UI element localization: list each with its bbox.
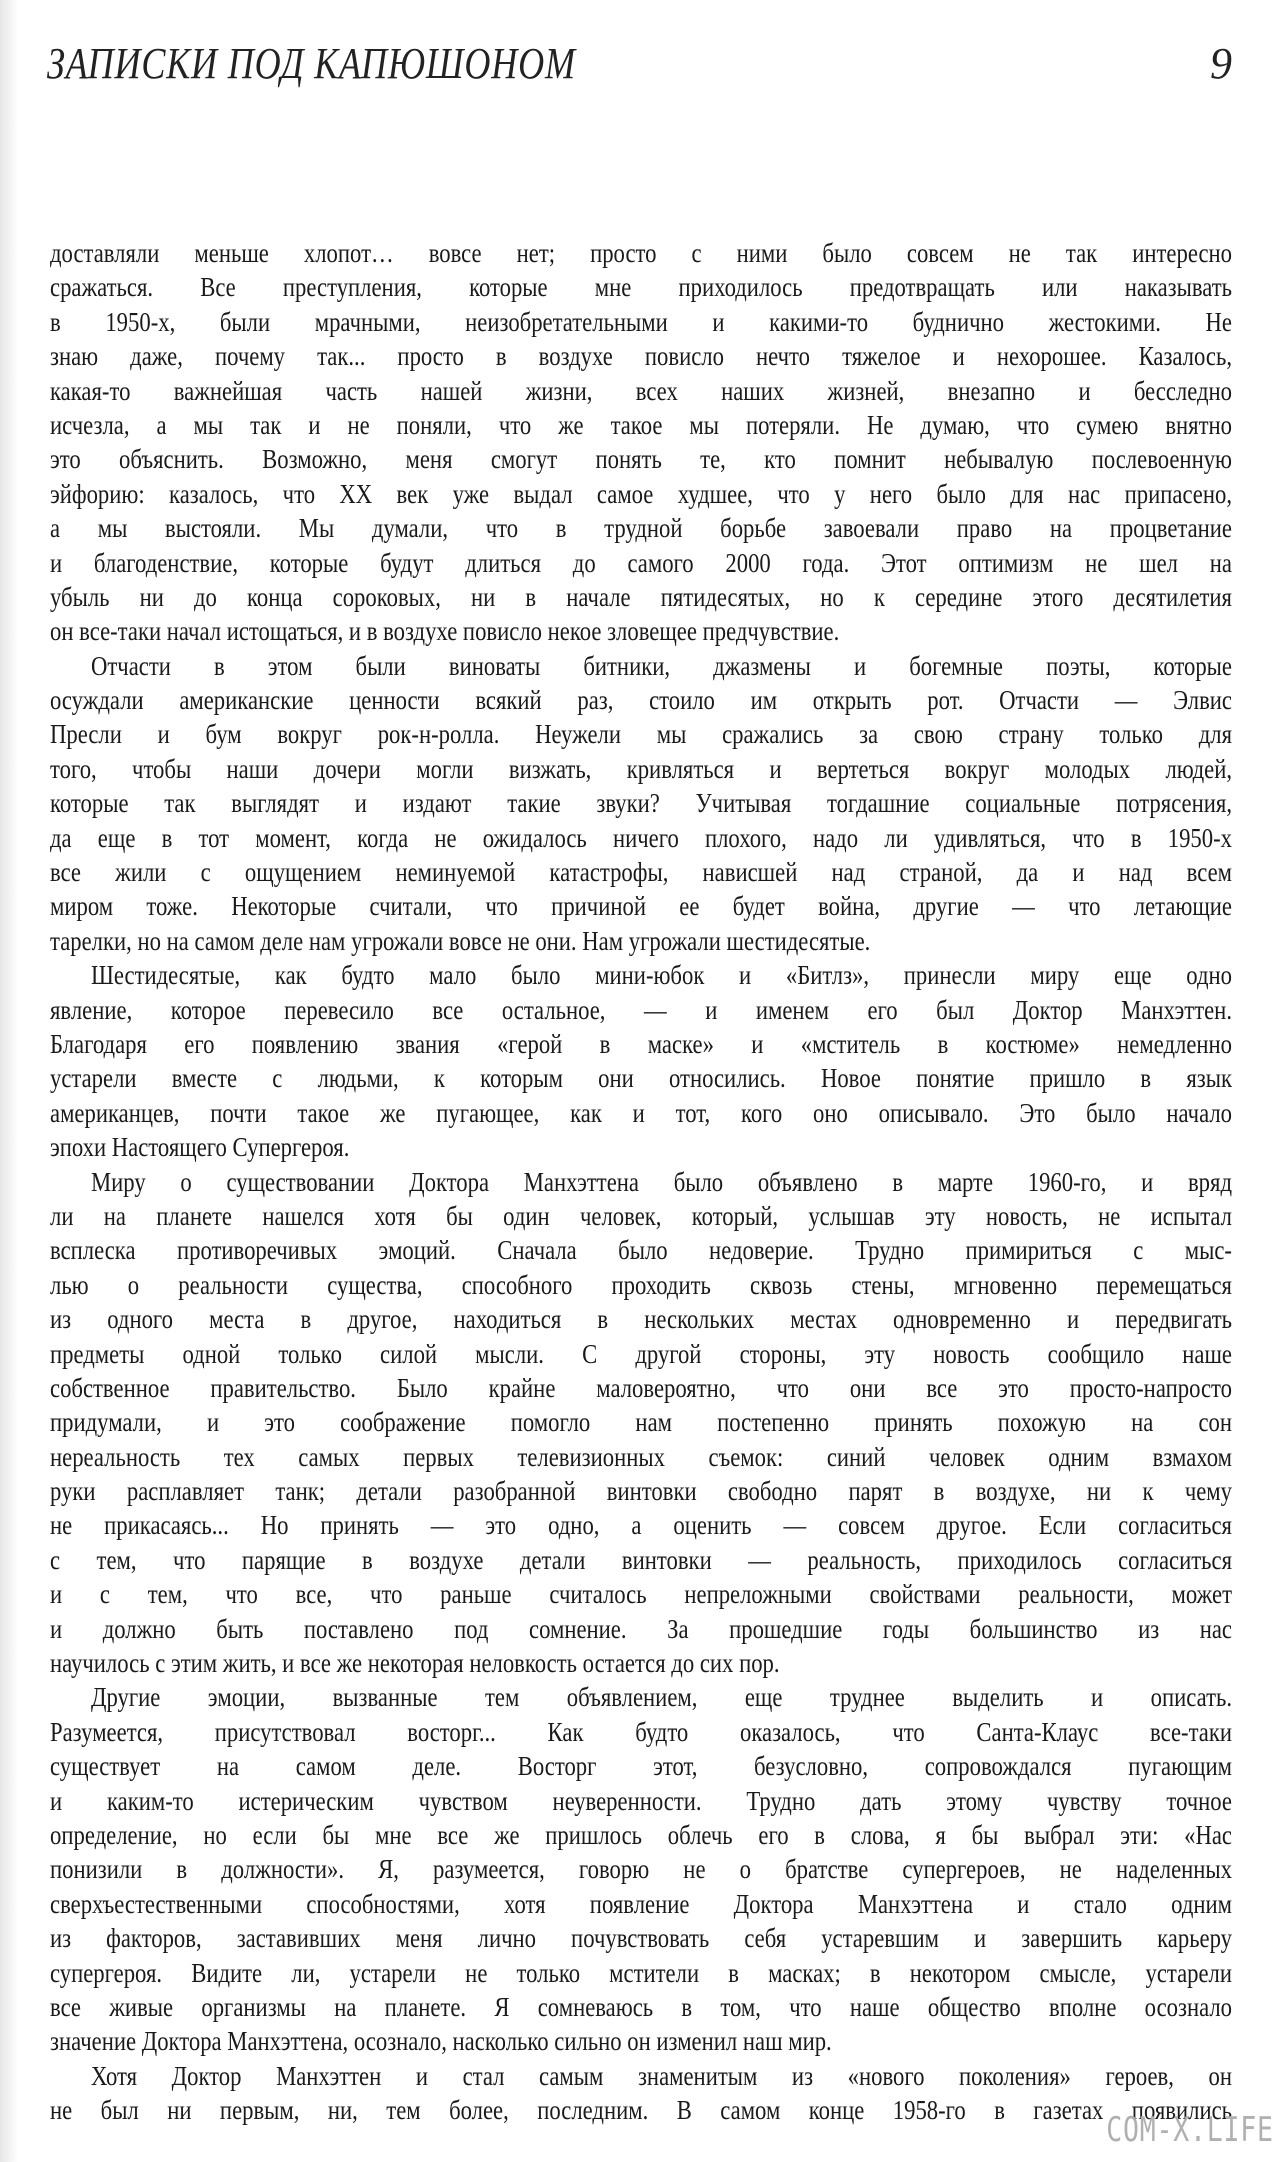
- text-line: понизили в должности». Я, разумеется, говорю не о братстве супергероев, не наделенных: [50, 1854, 1232, 1885]
- text-line: собственное правительство. Было крайне маловероятно, что они все это просто-напросто: [50, 1372, 1232, 1403]
- paragraph: [50, 1680, 1232, 2058]
- paragraph: [50, 958, 1232, 1164]
- text-line: эйфорию: казалось, что XX век уже выдал самое худшее, что у него было для нас припасено,: [50, 478, 1232, 509]
- paragraph: [50, 2059, 1232, 2128]
- text-line: все жили с ощущением неминуемой катастрофы, нависшей над страной, да и над всем: [50, 857, 1233, 888]
- text-line: не был ни первым, ни, тем более, последним. В самом конце 1958-го в газетах появились: [50, 2095, 1233, 2126]
- text-line: а мы выстояли. Мы думали, что в трудной борьбе завоевали право на процветание: [50, 513, 1232, 544]
- text-line: из факторов, заставивших меня лично почувствовать себя устаревшим и завершить карьеру: [50, 1923, 1232, 1954]
- text-line: Пресли и бум вокруг рок-н-ролла. Неужели мы сражались за свою страну только для: [50, 719, 1232, 750]
- body-text: [50, 236, 1232, 2127]
- text-line: и должно быть поставлено под сомнение. За прошедшие годы большинство из нас: [50, 1613, 1232, 1644]
- text-line: все живые организмы на планете. Я сомневаюсь в том, что наше общество вполне осознало: [50, 1991, 1233, 2022]
- paragraph: [50, 1165, 1232, 1681]
- page-edge-shadow: [0, 0, 18, 2162]
- text-line: тарелки, но на самом деле нам угрожали вовсе не они. Нам угрожали шестидесятые.: [50, 925, 871, 956]
- text-line: определение, но если бы мне все же пришлось облечь его в слова, я бы выбрал эти: «Нас: [50, 1819, 1233, 1850]
- text-line: сражаться. Все преступления, которые мне приходилось предотвращать или наказывать: [50, 272, 1232, 303]
- text-line: Отчасти в этом были виноваты битники, джазмены и богемные поэты, которые: [91, 650, 1232, 681]
- text-line: не прикасаясь... Но принять — это одно, а оценить — совсем другое. Если согласиться: [50, 1510, 1232, 1541]
- text-line: из одного места в другое, находиться в нескольких местах одновременно и передвигать: [50, 1304, 1232, 1335]
- text-line: в 1950-х, были мрачными, неизобретательными и какими-то буднично жестокими. Не: [50, 306, 1232, 337]
- text-line: и с тем, что все, что раньше считалось непреложными свойствами реальности, может: [50, 1579, 1232, 1610]
- text-line: знаю даже, почему так... просто в воздухе повисло нечто тяжелое и нехорошее. Казалось,: [50, 341, 1232, 372]
- text-line: придумали, и это соображение помогло нам постепенно принять похожую на сон: [50, 1407, 1232, 1438]
- text-line: Другие эмоции, вызванные тем объявлением, еще труднее выделить и описать.: [91, 1682, 1232, 1713]
- text-line: предметы одной только силой мысли. С другой стороны, эту новость сообщило наше: [50, 1338, 1232, 1369]
- text-line: с тем, что парящие в воздухе детали винтовки — реальность, приходилось согласиться: [50, 1544, 1232, 1575]
- watermark: COM-X.LIFE: [1106, 2110, 1274, 2150]
- text-line: значение Доктора Манхэттена, осознало, насколько сильно он изменил наш мир.: [50, 2026, 832, 2057]
- text-line: и каким-то истерическим чувством неуверенности. Трудно дать этому чувству точное: [50, 1785, 1232, 1816]
- text-line: какая-то важнейшая часть нашей жизни, всех наших жизней, внезапно и бесследно: [50, 375, 1232, 406]
- text-line: существует на самом деле. Восторг этот, безусловно, сопровождался пугающим: [50, 1751, 1232, 1782]
- text-line: сверхъестественными способностями, хотя появление Доктора Манхэттена и стало одним: [50, 1888, 1232, 1919]
- text-line: Шестидесятые, как будто мало было мини-юбок и «Битлз», принесли миру еще одно: [91, 960, 1233, 991]
- text-line: американцев, почти такое же пугающее, как и тот, кого оно описывало. Это было начало: [50, 1097, 1232, 1128]
- paragraph: [50, 236, 1232, 649]
- text-line: нереальность тех самых первых телевизионных съемок: синий человек одним взмахом: [50, 1441, 1232, 1472]
- text-line: он все-таки начал истощаться, и в воздухе повисло некое зловещее предчувствие.: [50, 616, 840, 647]
- text-line: Разумеется, присутствовал восторг... Как будто оказалось, что Санта-Клаус все-таки: [50, 1716, 1232, 1747]
- text-line: миром тоже. Некоторые считали, что причиной ее будет война, другие — что летающие: [50, 891, 1232, 922]
- text-line: это объяснить. Возможно, меня смогут понять те, кто помнит небывалую послевоенную: [50, 444, 1232, 475]
- text-line: доставляли меньше хлопот… вовсе нет; просто с ними было совсем не так интересно: [50, 238, 1232, 268]
- text-line: Миру о существовании Доктора Манхэттена было объявлено в марте 1960-го, и вряд: [91, 1166, 1232, 1197]
- paragraph: [50, 649, 1232, 959]
- text-line: явление, которое перевесило все остальное, — и именем его был Доктор Манхэттен.: [50, 994, 1232, 1025]
- text-line: руки расплавляет танк; детали разобранной винтовки свободно парят в воздухе, ни к чему: [50, 1476, 1232, 1507]
- text-line: эпохи Настоящего Супергероя.: [50, 1132, 350, 1163]
- text-line: Хотя Доктор Манхэттен и стал самым знаменитым из «нового поколения» героев, он: [91, 2060, 1233, 2091]
- text-line: и благоденствие, которые будут длиться до самого 2000 года. Этот оптимизм не шел на: [50, 547, 1232, 578]
- running-title: ЗАПИСКИ ПОД КАПЮШОНОМ: [47, 39, 576, 88]
- text-line: устарели вместе с людьми, к которым они относились. Новое понятие пришло в язык: [50, 1063, 1232, 1094]
- text-line: научилось с этим жить, и все же некоторая неловкость остается до сих пор.: [50, 1648, 780, 1679]
- text-line: убыль ни до конца сороковых, ни в начале пятидесятых, но к середине этого десятилетия: [50, 581, 1232, 612]
- text-line: исчезла, а мы так и не поняли, что же такое мы потеряли. Не думаю, что сумею внятно: [50, 409, 1232, 440]
- page-number: 9: [1210, 39, 1232, 88]
- text-line: да еще в тот момент, когда не ожидалось ничего плохого, надо ли удивляться, что в 1950-х: [50, 822, 1232, 853]
- text-line: лью о реальности существа, способного проходить сквозь стены, мгновенно перемещаться: [50, 1269, 1232, 1300]
- text-line: Благодаря его появлению звания «герой в маске» и «мститель в костюме» немедленно: [50, 1028, 1233, 1059]
- text-line: того, чтобы наши дочери могли визжать, кривляться и вертеться вокруг молодых людей,: [50, 753, 1232, 784]
- text-line: осуждали американские ценности всякий раз, стоило им открыть рот. Отчасти — Элвис: [50, 685, 1232, 716]
- text-line: которые так выглядят и издают такие звуки? Учитывая тогдашние социальные потрясения,: [50, 788, 1232, 819]
- text-line: всплеска противоречивых эмоций. Сначала было недоверие. Трудно примириться с мыс-: [50, 1235, 1232, 1266]
- text-line: супергероя. Видите ли, устарели не только мстители в масках; в некотором смысле, устарели: [50, 1957, 1233, 1988]
- text-line: ли на планете нашелся хотя бы один человек, который, услышав эту новость, не испытал: [50, 1200, 1232, 1231]
